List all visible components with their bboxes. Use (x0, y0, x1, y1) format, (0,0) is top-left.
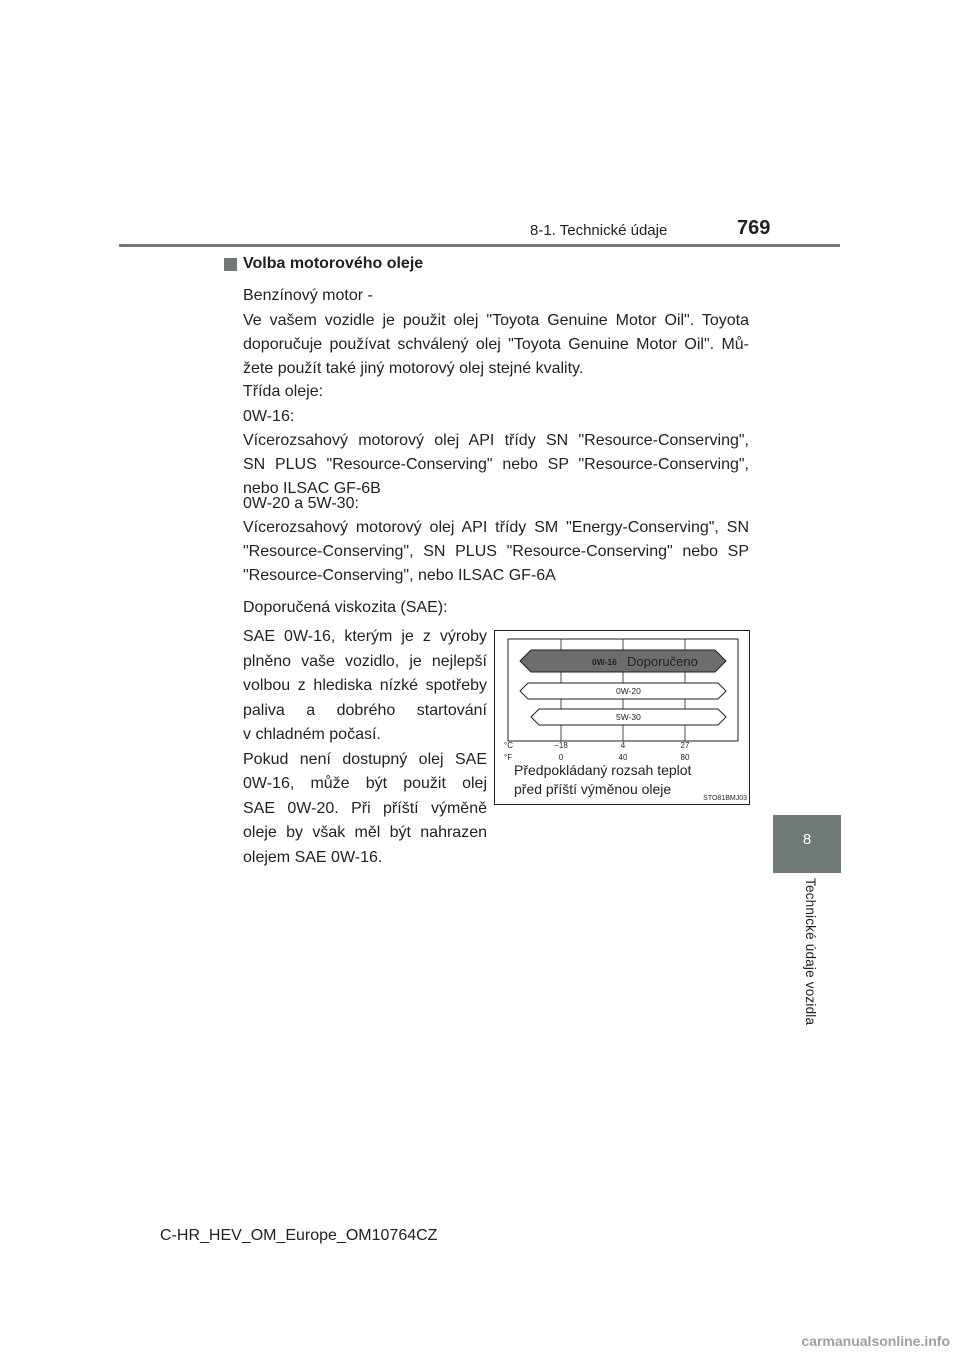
page-number: 769 (737, 217, 771, 239)
grade-line: "Resource-Conserving", SN PLUS "Resource-Conserving" nebo SP (243, 543, 749, 560)
note-line: oleje by však měl být nahrazen (243, 824, 487, 841)
chapter-tab (773, 815, 841, 873)
engine-type: Benzínový motor - (243, 287, 373, 304)
note-line: 0W-16, může být použit olej (243, 775, 487, 792)
grade-line: nebo ILSAC GF-6B (243, 480, 381, 497)
viscosity-chart-svg (495, 631, 751, 806)
grade-0w20-5w30-block (243, 492, 749, 588)
tick-label-c: 4 (620, 741, 626, 750)
chapter-label: Technické údaje vozidla (803, 878, 818, 1026)
viscosity-diagram (494, 630, 750, 805)
grade-name: 0W-20 a 5W-30: (243, 495, 359, 512)
note-line: plněno vaše vozidlo, je nejlepší (243, 652, 487, 670)
watermark: carmanualsonline.info (801, 1333, 950, 1349)
intro-line: doporučuje používat schválený olej "Toyota Genuine Motor Oil". Mů- (243, 336, 749, 353)
diagram-caption: Předpokládaný rozsah teplot (514, 762, 692, 778)
intro-paragraph (243, 309, 749, 381)
square-bullet-icon (224, 258, 237, 271)
intro-line: žete použít také jiný motorový olej stejné kvality. (243, 360, 584, 377)
note-line: Pokud není dostupný olej SAE (243, 750, 487, 768)
section-heading: Volba motorového oleje (243, 255, 424, 272)
header-rule (119, 244, 840, 247)
note-line: paliva a dobrého startování (243, 701, 487, 719)
grade-line: SN PLUS "Resource-Conserving" nebo SP "Resource-Conserving", (243, 456, 749, 473)
viscosity-label: Doporučená viskozita (SAE): (243, 599, 448, 616)
recommended-label: Doporučeno (627, 654, 698, 669)
bar-grade-label: 0W-16 (592, 657, 617, 667)
tick-label-f: 80 (680, 753, 690, 762)
tick-label-c: 27 (680, 741, 690, 750)
diagram-code: STO81BMJ03 (703, 795, 747, 802)
footer-doc-id: C-HR_HEV_OM_Europe_OM10764CZ (160, 1227, 438, 1244)
oil-class-label: Třída oleje: (243, 383, 324, 400)
grade-name: 0W-16: (243, 408, 295, 425)
bar-grade-label: 5W-30 (616, 712, 641, 722)
note-line: SAE 0W-16, kterým je z výroby (243, 628, 487, 645)
viscosity-note (243, 625, 487, 870)
tick-label-c: −18 (554, 741, 568, 750)
chapter-number: 8 (802, 831, 812, 848)
bar-grade-label: 0W-20 (616, 686, 641, 696)
diagram-caption: před příští výměnou oleje (514, 781, 672, 797)
unit-celsius: °C (504, 741, 513, 750)
grade-0w16-block (243, 405, 749, 501)
intro-line: Ve vašem vozidle je použit olej "Toyota Genuine Motor Oil". Toyota (243, 312, 749, 329)
header-section-title: 8-1. Technické údaje (530, 222, 668, 239)
note-line: volbou z hlediska nízké spotřeby (243, 677, 487, 694)
unit-fahrenheit: °F (504, 753, 513, 762)
note-line: v chladném počasí. (243, 726, 381, 743)
grade-line: "Resource-Conserving", nebo ILSAC GF-6A (243, 567, 556, 584)
tick-label-f: 0 (558, 753, 564, 762)
grade-line: Vícerozsahový motorový olej API třídy SN "Resource-Conserving", (243, 432, 749, 449)
note-line: olejem SAE 0W-16. (243, 848, 383, 866)
grade-line: Vícerozsahový motorový olej API třídy SM "Energy-Conserving", SN (243, 519, 749, 536)
tick-label-f: 40 (618, 753, 628, 762)
note-line: SAE 0W-20. Při příští výměně (243, 799, 487, 817)
